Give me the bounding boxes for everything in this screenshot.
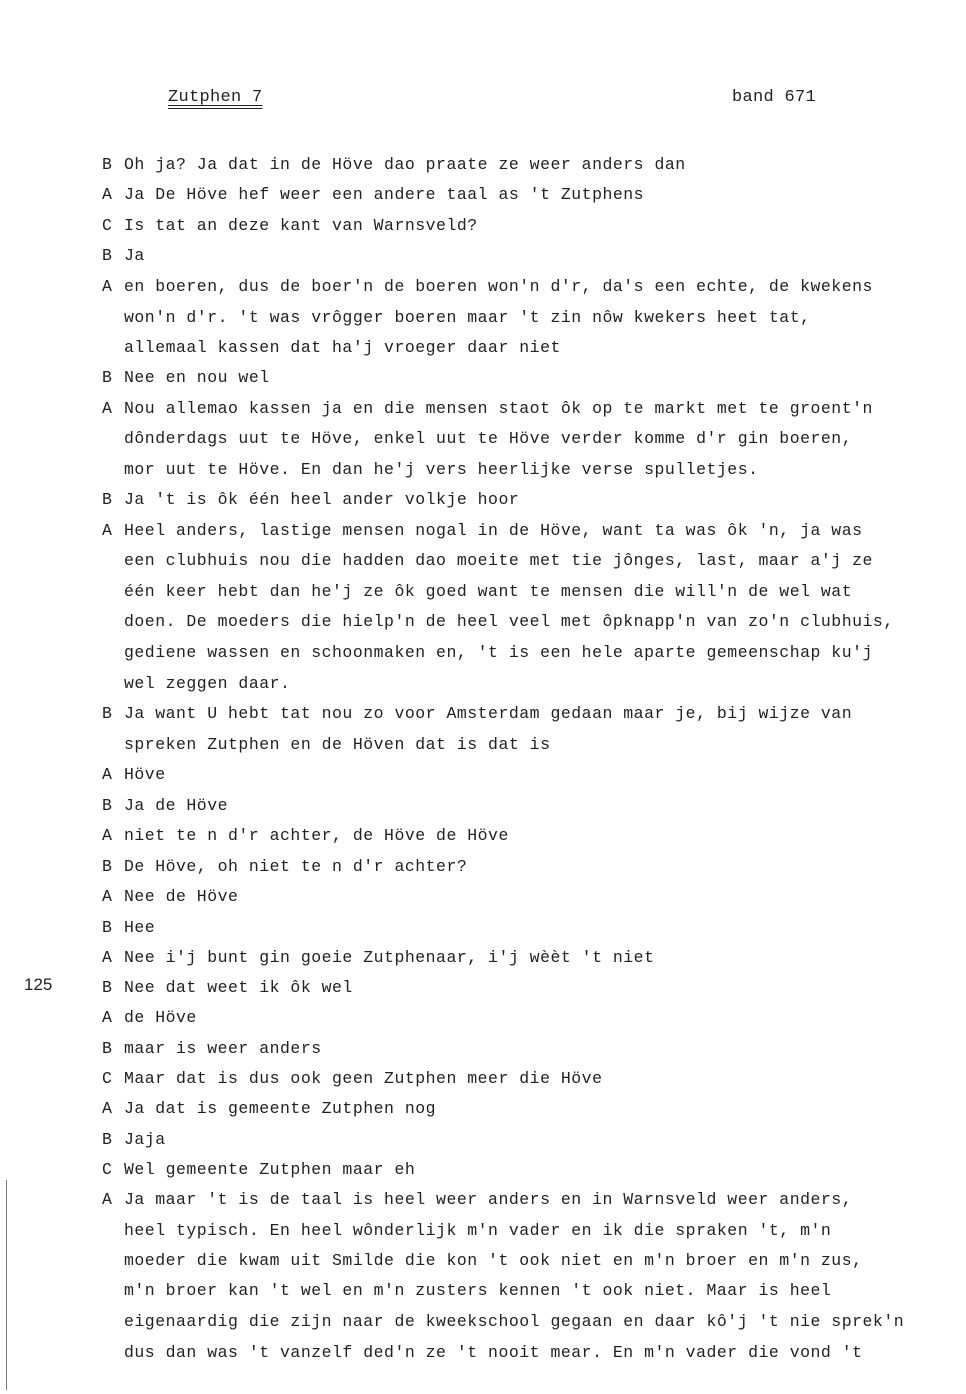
- speaker-label: A: [102, 887, 113, 906]
- speaker-label: A: [102, 765, 113, 784]
- margin-mark: [6, 1180, 7, 1390]
- utterance-text: Ja 't is ôk één heel ander volkje hoor: [124, 490, 520, 509]
- utterance-text: dus dan was 't vanzelf ded'n ze 't nooit mear. En m'n vader die vond 't: [124, 1343, 863, 1362]
- utterance-text: één keer hebt dan he'j ze ôk goed want te mensen die will'n de wel wat: [124, 582, 853, 601]
- utterance-text: moeder die kwam uit Smilde die kon 't ook niet en m'n broer en m'n zus,: [124, 1251, 863, 1270]
- utterance-text: dônderdags uut te Höve, enkel uut te Höve verder komme d'r gin boeren,: [124, 429, 853, 448]
- utterance-text: en boeren, dus de boer'n de boeren won'n d'r, da's een echte, de kwekens: [124, 277, 873, 296]
- utterance-text: Heel anders, lastige mensen nogal in de Höve, want ta was ôk 'n, ja was: [124, 521, 863, 540]
- utterance-text: Oh ja? Ja dat in de Höve dao praate ze weer anders dan: [124, 155, 686, 174]
- utterance-text: Maar dat is dus ook geen Zutphen meer die Höve: [124, 1069, 603, 1088]
- speaker-label: C: [102, 1069, 113, 1088]
- utterance-text: eigenaardig die zijn naar de kweekschool gegaan en daar kô'j 't nie sprek'n: [124, 1312, 905, 1331]
- utterance-text: Ja maar 't is de taal is heel weer anders en in Warnsveld weer anders,: [124, 1190, 853, 1209]
- utterance-text: doen. De moeders die hielp'n de heel veel met ôpknapp'n van zo'n clubhuis,: [124, 612, 894, 631]
- utterance-text: De Höve, oh niet te n d'r achter?: [124, 857, 468, 876]
- speaker-label: A: [102, 1190, 113, 1209]
- utterance-text: een clubhuis nou die hadden dao moeite met tie jônges, last, maar a'j ze: [124, 551, 873, 570]
- utterance-text: Nee dat weet ik ôk wel: [124, 978, 353, 997]
- margin-line-number: 125: [24, 975, 53, 994]
- utterance-text: Wel gemeente Zutphen maar eh: [124, 1160, 416, 1179]
- tape-number: band 671: [732, 88, 817, 107]
- speaker-label: B: [102, 1130, 113, 1149]
- utterance-text: gediene wassen en schoonmaken en, 't is een hele aparte gemeenschap ku'j: [124, 643, 873, 662]
- utterance-text: heel typisch. En heel wônderlijk m'n vader en ik die spraken 't, m'n: [124, 1221, 832, 1240]
- speaker-label: B: [102, 246, 113, 265]
- speaker-label: A: [102, 185, 113, 204]
- utterance-text: Jaja: [124, 1130, 166, 1149]
- speaker-label: B: [102, 978, 113, 997]
- speaker-label: A: [102, 399, 113, 418]
- utterance-text: Nee de Höve: [124, 887, 239, 906]
- speaker-label: B: [102, 368, 113, 387]
- utterance-text: Ja: [124, 246, 145, 265]
- utterance-text: mor uut te Höve. En dan he'j vers heerlijke verse spulletjes.: [124, 460, 759, 479]
- utterance-text: Höve: [124, 765, 166, 784]
- utterance-text: spreken Zutphen en de Höven dat is dat is: [124, 735, 551, 754]
- document-title: Zutphen 7: [168, 88, 263, 107]
- utterance-text: Ja dat is gemeente Zutphen nog: [124, 1099, 437, 1118]
- utterance-text: Ja de Höve: [124, 796, 229, 815]
- speaker-label: B: [102, 796, 113, 815]
- utterance-text: Nou allemao kassen ja en die mensen staot ôk op te markt met te groent'n: [124, 399, 873, 418]
- utterance-text: wel zeggen daar.: [124, 674, 291, 693]
- utterance-text: Hee: [124, 918, 156, 937]
- speaker-label: A: [102, 948, 113, 967]
- utterance-text: m'n broer kan 't wel en m'n zusters kennen 't ook niet. Maar is heel: [124, 1281, 832, 1300]
- speaker-label: A: [102, 521, 113, 540]
- speaker-label: B: [102, 1039, 113, 1058]
- speaker-label: B: [102, 490, 113, 509]
- utterance-text: Nee en nou wel: [124, 368, 270, 387]
- utterance-text: Ja want U hebt tat nou zo voor Amsterdam gedaan maar je, bij wijze van: [124, 704, 853, 723]
- utterance-text: niet te n d'r achter, de Höve de Höve: [124, 826, 509, 845]
- utterance-text: de Höve: [124, 1008, 197, 1027]
- utterance-text: allemaal kassen dat ha'j vroeger daar niet: [124, 338, 561, 357]
- speaker-label: A: [102, 826, 113, 845]
- utterance-text: maar is weer anders: [124, 1039, 322, 1058]
- speaker-label: A: [102, 1008, 113, 1027]
- utterance-text: Nee i'j bunt gin goeie Zutphenaar, i'j wèèt 't niet: [124, 948, 655, 967]
- speaker-label: B: [102, 704, 113, 723]
- speaker-label: C: [102, 1160, 113, 1179]
- utterance-text: Ja De Höve hef weer een andere taal as 't Zutphens: [124, 185, 645, 204]
- speaker-label: B: [102, 918, 113, 937]
- speaker-label: C: [102, 216, 113, 235]
- speaker-label: A: [102, 277, 113, 296]
- speaker-label: A: [102, 1099, 113, 1118]
- speaker-label: B: [102, 857, 113, 876]
- speaker-label: B: [102, 155, 113, 174]
- utterance-text: won'n d'r. 't was vrôgger boeren maar 't zin nôw kwekers heet tat,: [124, 308, 811, 327]
- utterance-text: Is tat an deze kant van Warnsveld?: [124, 216, 478, 235]
